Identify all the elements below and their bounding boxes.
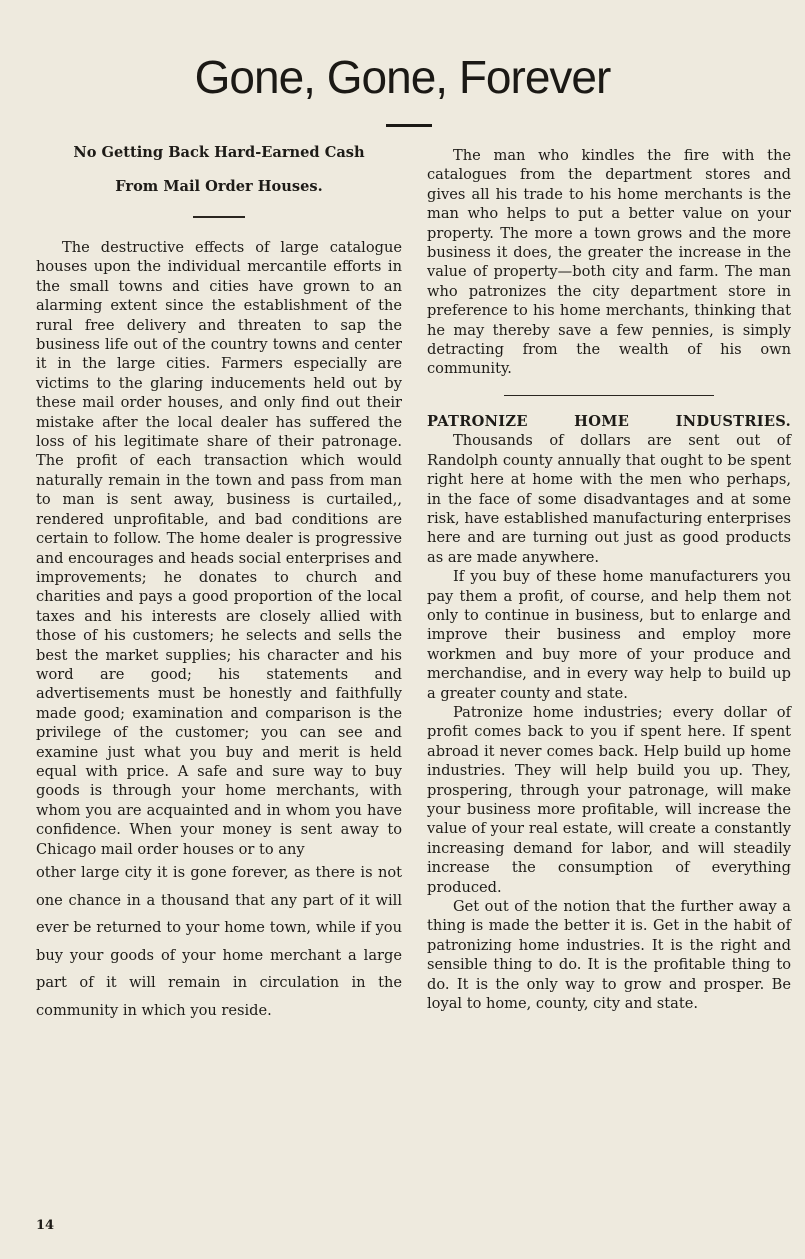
left-paragraph-1: The destructive effects of large catalogue houses upon the individual mercantile efforts in the small towns and cities have grown to an alarming extent since the establishment of the rural free delivery and threaten to sap the business life out of the country towns and center it in the large cities. Farmers especially are victims to the glaring inducements held out by these mail order houses, and only find out their mistake after the local dealer has suffered the loss of his legitimate share of their patronage. The profit of each transaction which would naturally remain in the town and pass from man to man is sent away, business is curtailed,, rendered unprofitable, and bad conditions are certain to follow. The home dealer is progressive and encourages and heads social enterprises and improvements; he donates to church and charities and pays a good proportion of the local taxes and his interests are closely allied with those of his customers; he selects and sells the best the market supplies; his character and his word are good; his statements and advertisements must be honestly and faithfully made good; examination and comparison is the privilege of the customer; you can see and examine just what you buy and merit is held equal with price. A safe and sure way to buy goods is through your home merchants, with whom you are acquainted and in whom you have confidence. When your money is sent away to Chicago mail order houses or to any [36, 239, 402, 858]
right-paragraph-4: Patronize home industries; every dollar of profit comes back to you if spent here. If spent abroad it never comes back. Help build up home industries. They will help build you up. They, prospering, through your patronage, will make your business more profitable, will increase the value of your real estate, will create a constantly increasing demand for labor, and will steadily increase the consumption of everything produced. [427, 703, 791, 896]
headline-line-1: No Getting Back Hard-Earned Cash [73, 144, 365, 161]
section-divider-right [504, 395, 714, 396]
right-paragraph-2: Thousands of dollars are sent out of Randolph county annually that ought to be spent right here at home with the men who perhaps, in the face of some disadvantages and at some risk, have established manufacturing enterprises here and are turning out just as good products as are made anywhere. [427, 432, 791, 566]
right-paragraph-3: If you buy of these home manufacturers you pay them a profit, of course, and help them not only to continue in business, but to enlarge and improve their business and employ more workmen and buy more of your produce and merchandise, and in every way help to build up a greater county and state. [427, 568, 791, 702]
article-title: Gone, Gone, Forever [194, 51, 611, 103]
title-underline [386, 124, 432, 127]
subheading-patronize: PATRONIZE HOME INDUSTRIES. [427, 412, 791, 430]
right-paragraph-5: Get out of the notion that the further away a thing is made the better it is. Get in the habit of patronizing home industries. It is the right and sensible thing to do. It is the profitable thing to do. It is the only way to grow and prosper. Be loyal to home, county, city and state. [427, 898, 791, 1013]
left-column [36, 142, 402, 1024]
headline-line-2: From Mail Order Houses. [115, 178, 323, 195]
right-paragraph-1: The man who kindles the fire with the catalogues from the department stores and gives all his trade to his home merchants is the man who helps to put a better value on your property. The more a town grows and the more business it does, the greater the increase in the value of property—both city and farm. The man who patronizes the city department store in preference to his home merchants, thinking that he may thereby save a few pennies, is simply detracting from the wealth of his own community. [427, 147, 791, 378]
section-divider [193, 216, 245, 218]
left-paragraph-1-tail: other large city it is gone forever, as there is not one chance in a thousand that any part of it will ever be returned to your home town, while if you buy your goods of your home merchant a large part of it will remain in circulation in the community in which you reside. [36, 864, 402, 1019]
right-column [427, 146, 791, 1013]
page-number: 14 [36, 1218, 55, 1233]
